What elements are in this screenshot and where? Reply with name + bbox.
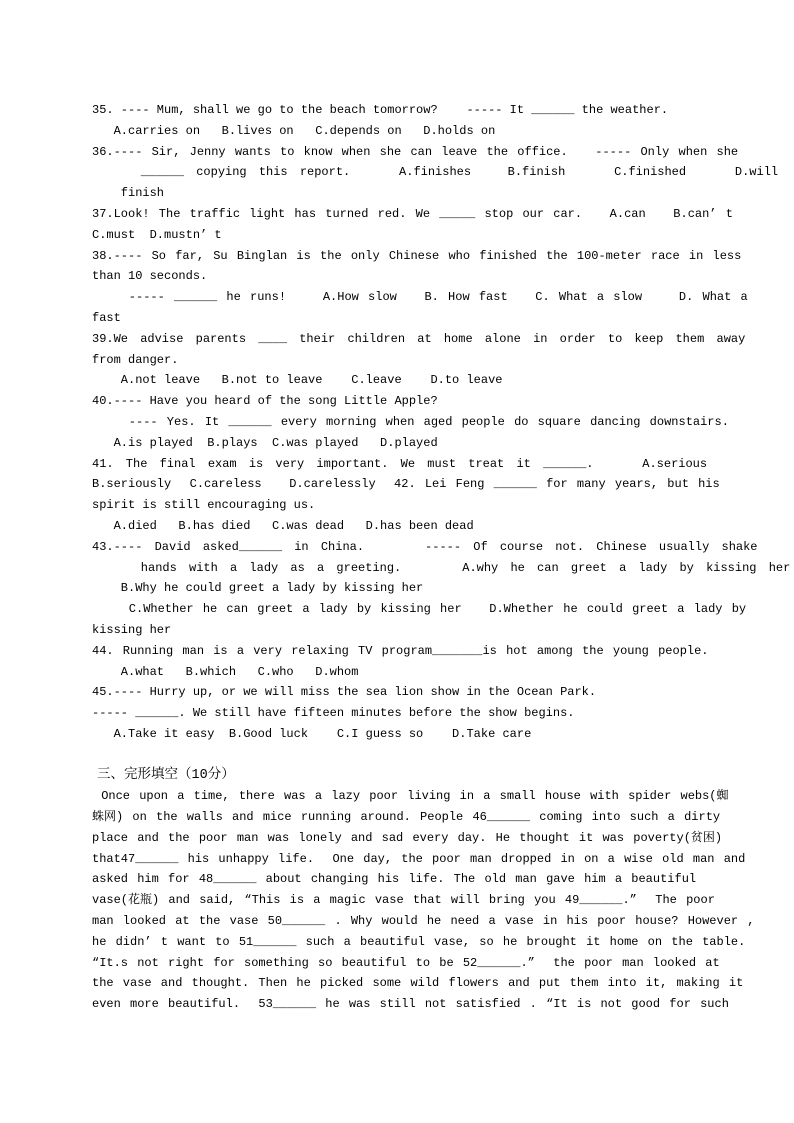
mc-question-line: ----- ______. We still have fifteen minutes before the show begins. — [92, 706, 575, 721]
mc-options-line: A.carries on B.lives on C.depends on D.holds on — [92, 123, 496, 138]
mc-options-line: A.Take it easy B.Good luck C.I guess so D.Take care — [92, 726, 532, 741]
mc-question-line: 45.---- Hurry up, or we will miss the sea lion show in the Ocean Park. — [92, 685, 597, 700]
cloze-passage-line: Once upon a time, there was a lazy poor living in a small house with spider webs(蜘 — [92, 789, 729, 804]
mc-options-line: A.died B.has died C.was dead D.has been dead — [92, 518, 474, 533]
mc-question-line: ---- Yes. It ______ every morning when aged people do square dancing downstairs. — [92, 414, 729, 429]
cloze-passage-line: the vase and thought. Then he picked some wild flowers and put them into it, making it — [92, 976, 744, 991]
mc-question-line: from danger. — [92, 352, 179, 367]
cloze-passage-line: even more beautiful. 53______ he was still not satisfied . “It is not good for such — [92, 997, 729, 1012]
cloze-passage-line: asked him for 48______ about changing his life. The old man gave him a beautiful — [92, 872, 697, 887]
cloze-passage-line: 蛛网) on the walls and mice running around. People 46______ coming into such a dirty — [92, 810, 721, 825]
mc-options-line: A.not leave B.not to leave C.leave D.to leave — [92, 373, 503, 388]
mc-question-line: 37.Look! The traffic light has turned red. We _____ stop our car. A.can B.can’ t — [92, 206, 733, 221]
mc-question-line: 38.---- So far, Su Binglan is the only Chinese who finished the 100-meter race in less — [92, 248, 742, 263]
mc-question-line: 35. ---- Mum, shall we go to the beach tomorrow? ----- It ______ the weather. — [92, 103, 669, 117]
mc-options-line: A.what B.which C.who D.whom — [92, 664, 359, 679]
mc-question-line: 39.We advise parents ____ their children at home alone in order to keep them away — [92, 331, 746, 346]
mc-options-line: C.must D.mustn’ t — [92, 227, 222, 242]
cloze-passage-line: “It.s not right for something so beautiful to be 52______.” the poor man looked at — [92, 955, 720, 970]
mc-question-line: B.seriously C.careless D.carelessly 42. Lei Feng ______ for many years, but his — [92, 477, 720, 492]
mc-options-line: finish — [92, 186, 165, 201]
mc-options-line: ______ copying this report. A.finishes B.finish C.finished D.will — [92, 165, 779, 180]
mc-question-line: 44. Running man is a very relaxing TV program_______is hot among the young people. — [92, 643, 709, 658]
section-gap — [92, 745, 794, 766]
mc-options-line: C.Whether he can greet a lady by kissing her D.Whether he could greet a lady by — [92, 602, 747, 617]
mc-options-line: hands with a lady as a greeting. A.why he can greet a lady by kissing her — [92, 560, 791, 575]
cloze-passage-line: vase(花瓶) and said, “This is a magic vase that will bring you 49______.” The poor — [92, 893, 715, 908]
mc-question-line: 40.---- Have you heard of the song Little Apple? — [92, 394, 438, 409]
cloze-section-heading: 三、完形填空（10分） — [97, 767, 235, 783]
mc-options-line: B.Why he could greet a lady by kissing her — [92, 581, 424, 596]
mc-question-line: spirit is still encouraging us. — [92, 498, 316, 513]
cloze-passage-line: place and the poor man was lonely and sad every day. He thought it was poverty(贫困) — [92, 830, 723, 845]
mc-options-line: fast — [92, 310, 121, 325]
mc-question-line: 43.---- David asked______ in China. ----- Of course not. Chinese usually shake — [92, 539, 758, 554]
mc-question-line: 36.---- Sir, Jenny wants to know when she can leave the office. ----- Only when she — [92, 144, 739, 159]
cloze-passage-line: he didn’ t want to 51______ such a beautiful vase, so he brought it home on the table. — [92, 934, 746, 949]
mc-question-line: 41. The final exam is very important. We must treat it ______. A.serious — [92, 456, 708, 471]
mc-options-line: ----- ______ he runs! A.How slow B. How fast C. What a slow D. What a — [92, 290, 748, 305]
mc-options-line: A.is played B.plays C.was played D.played — [92, 435, 438, 450]
cloze-passage-line: man looked at the vase 50______ . Why would he need a vase in his poor house? However , — [92, 914, 755, 929]
mc-question-line: than 10 seconds. — [92, 269, 208, 284]
cloze-passage-line: that47______ his unhappy life. One day, the poor man dropped in on a wise old man and — [92, 851, 746, 866]
mc-options-line: kissing her — [92, 622, 172, 637]
